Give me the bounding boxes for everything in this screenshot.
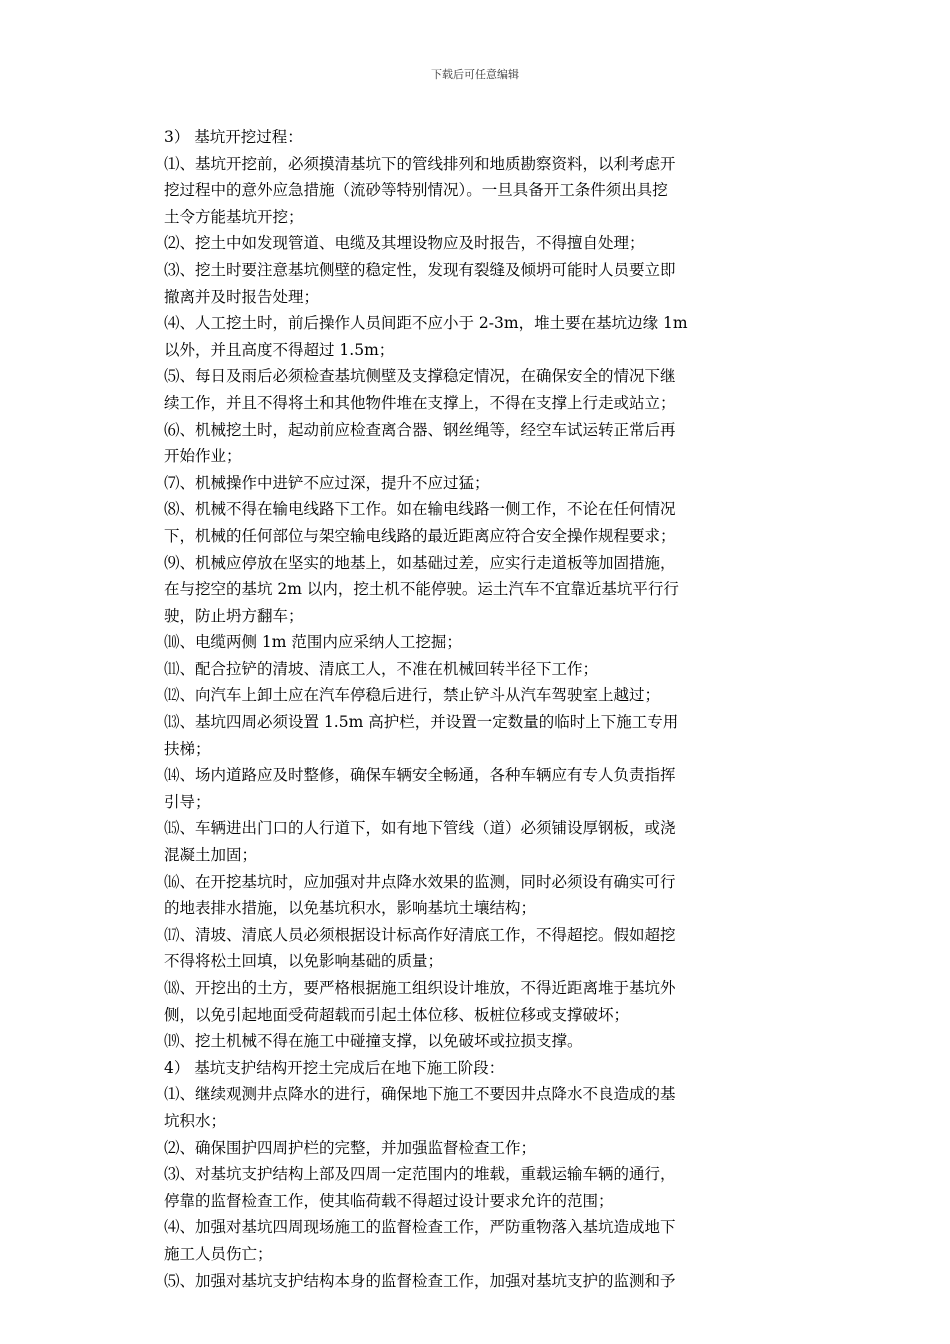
text-line: ⑵、挖土中如发现管道、电缆及其埋设物应及时报告，不得擅自处理； <box>164 234 645 253</box>
text-line: ⒁、场内道路应及时整修，确保车辆安全畅通，各种车辆应有专人负责指挥 <box>164 766 676 785</box>
text-line: 驶，防止坍方翻车； <box>164 606 304 625</box>
text-line: ⑶、对基坑支护结构上部及四周一定范围内的堆载，重载运输车辆的通行， <box>164 1165 676 1184</box>
text-line: 挖过程中的意外应急措施（流砂等特别情况）。一旦具备开工条件须出具挖 <box>164 181 668 200</box>
text-line: 4） 基坑支护结构开挖土完成后在地下施工阶段： <box>164 1058 505 1077</box>
text-line: ⑽、电缆两侧 1m 范围内应采纳人工挖掘； <box>164 633 462 652</box>
text-line: 撤离并及时报告处理； <box>164 287 320 306</box>
text-line: ⑻、机械不得在输电线路下工作。如在输电线路一侧工作，不论在任何情况 <box>164 500 676 519</box>
text-line: 不得将松土回填，以免影响基础的质量； <box>164 952 444 971</box>
text-line: 引导； <box>164 792 211 811</box>
text-line: ⑸、加强对基坑支护结构本身的监督检查工作，加强对基坑支护的监测和予 <box>164 1271 676 1290</box>
text-line: 停靠的监督检查工作，使其临荷载不得超过设计要求允许的范围； <box>164 1191 614 1210</box>
text-line: 混凝土加固； <box>164 846 258 865</box>
text-line: ⒄、清坡、清底人员必须根据设计标高作好清底工作，不得超挖。假如超挖 <box>164 925 676 944</box>
text-line: 以外，并且高度不得超过 1.5m； <box>164 340 395 359</box>
text-line: ⑴、继续观测井点降水的进行，确保地下施工不要因井点降水不良造成的基 <box>164 1085 676 1104</box>
text-line: ⒅、开挖出的土方，要严格根据施工组织设计堆放，不得近距离堆于基坑外 <box>164 979 676 997</box>
text-line: ⑶、挖土时要注意基坑侧壁的稳定性，发现有裂缝及倾坍可能时人员要立即 <box>164 260 676 279</box>
text-line: 续工作，并且不得将土和其他物件堆在支撑上，不得在支撑上行走或站立； <box>164 393 676 412</box>
text-line: 下，机械的任何部位与架空输电线路的最近距离应符合安全操作规程要求； <box>164 526 676 545</box>
text-line: 开始作业； <box>164 447 242 466</box>
text-line: 侧，以免引起地面受荷超载而引起土体位移、板桩位移或支撑破坏； <box>164 1005 630 1024</box>
text-line: ⒆、挖土机械不得在施工中碰撞支撑，以免破坏或拉损支撑。 <box>164 1032 583 1051</box>
text-line: 土令方能基坑开挖； <box>164 207 304 226</box>
text-line: ⑵、确保围护四周护栏的完整，并加强监督检查工作； <box>164 1138 537 1157</box>
text-line: ⒀、基坑四周必须设置 1.5m 高护栏，并设置一定数量的临时上下施工专用 <box>164 713 679 732</box>
text-line: ⑷、加强对基坑四周现场施工的监督检查工作，严防重物落入基坑造成地下 <box>164 1218 676 1237</box>
text-line: ⑾、配合拉铲的清坡、清底工人，不准在机械回转半径下工作； <box>164 659 599 678</box>
text-line: 坑积水； <box>164 1111 227 1130</box>
text-line: 施工人员伤亡； <box>164 1244 273 1263</box>
text-line: 的地表排水措施，以免基坑积水，影响基坑土壤结构； <box>164 899 537 918</box>
text-line: 扶梯； <box>164 739 211 758</box>
text-line: 3） 基坑开挖过程： <box>164 128 303 146</box>
text-line: ⑸、每日及雨后必须检查基坑侧壁及支撑稳定情况，在确保安全的情况下继 <box>164 367 676 386</box>
page-header: 下载后可任意编辑 <box>431 68 519 81</box>
text-line: ⑴、基坑开挖前，必须摸清基坑下的管线排列和地质勘察资料，以利考虑开 <box>164 154 676 173</box>
text-line: 在与挖空的基坑 2m 以内，挖土机不能停驶。运土汽车不宜靠近基坑平行行 <box>164 580 679 599</box>
document-body <box>164 124 806 1294</box>
text-line: ⒂、车辆进出门口的人行道下，如有地下管线（道）必须铺设厚钢板，或浇 <box>164 819 676 838</box>
text-line: ⑿、向汽车上卸土应在汽车停稳后进行，禁止铲斗从汽车驾驶室上越过； <box>164 686 661 705</box>
text-line: ⑷、人工挖土时，前后操作人员间距不应小于 2-3m，堆土要在基坑边缘 1m <box>164 314 688 333</box>
text-line: ⑺、机械操作中进铲不应过深，提升不应过猛； <box>164 473 490 492</box>
text-line: ⑹、机械挖土时，起动前应检查离合器、钢丝绳等，经空车试运转正常后再 <box>164 420 676 439</box>
text-line: ⑼、机械应停放在坚实的地基上，如基础过差，应实行走道板等加固措施， <box>164 553 676 572</box>
text-line: ⒃、在开挖基坑时，应加强对井点降水效果的监测，同时必须设有确实可行 <box>164 872 676 891</box>
